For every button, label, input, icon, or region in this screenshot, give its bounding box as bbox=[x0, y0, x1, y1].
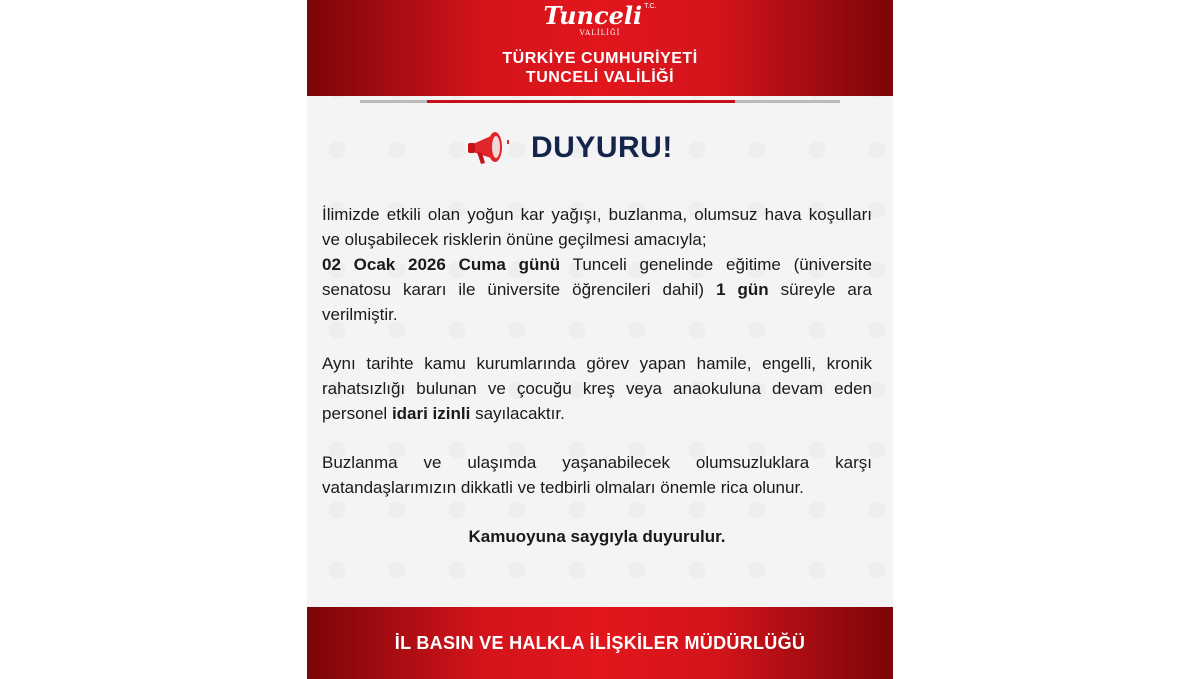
closing-line: Kamuoyuna saygıyla duyurulur. bbox=[468, 527, 726, 546]
p1-text-2: Tunceli genelinde eğitime (üniversite senatosu kararı ile üniversite öğrencileri dahil) bbox=[322, 255, 872, 299]
header-line-1: TÜRKİYE CUMHURİYETİ bbox=[502, 50, 698, 67]
p1-duration: 1 gün bbox=[716, 280, 769, 299]
p2-text: Aynı tarihte kamu kurumlarında görev yapan hamile, engelli, kronik rahatsızlığı bulunan ve çocuğu kreş veya anaokuluna devam eden personel bbox=[322, 354, 872, 423]
tunceli-logo bbox=[543, 3, 656, 38]
announcement-poster bbox=[307, 0, 893, 679]
footer-banner: İL BASIN VE HALKLA İLİŞKİLER MÜDÜRLÜĞÜ bbox=[307, 607, 893, 679]
paragraph-2 bbox=[322, 351, 872, 426]
p1-text: İlimizde etkili olan yoğun kar yağışı, buzlanma, olumsuz hava koşulları ve oluşabilecek risklerin önüne geçilmesi amacıyla; bbox=[322, 205, 872, 249]
title-text: DUYURU! bbox=[531, 131, 673, 164]
header-line-2: TUNCELİ VALİLİĞİ bbox=[525, 69, 675, 86]
p1-text-3: süreyle ara verilmiştir. bbox=[322, 280, 872, 324]
divider-accent bbox=[427, 100, 735, 103]
p2-text-2: sayılacaktır. bbox=[470, 404, 565, 423]
logo-wordmark: Tunceli bbox=[543, 1, 643, 30]
paragraph-1 bbox=[322, 202, 872, 327]
announcement-title bbox=[467, 126, 872, 170]
p2-bold: idari izinli bbox=[391, 404, 471, 423]
p1-date: 02 Ocak 2026 Cuma günü bbox=[322, 255, 561, 274]
paragraph-3: Buzlanma ve ulaşımda yaşanabilecek olumsuzluklara karşı vatandaşlarımızın dikkatli ve tedbirli olmaları önemle rica olunur. bbox=[322, 453, 872, 497]
header-banner bbox=[307, 0, 893, 96]
logo-tc: T.C. bbox=[644, 3, 657, 10]
megaphone-icon bbox=[467, 128, 511, 168]
announcement-main bbox=[307, 110, 893, 607]
divider-area bbox=[307, 96, 893, 110]
logo-subtitle: VALİLİĞİ bbox=[579, 29, 621, 37]
announcement-body bbox=[322, 202, 872, 524]
